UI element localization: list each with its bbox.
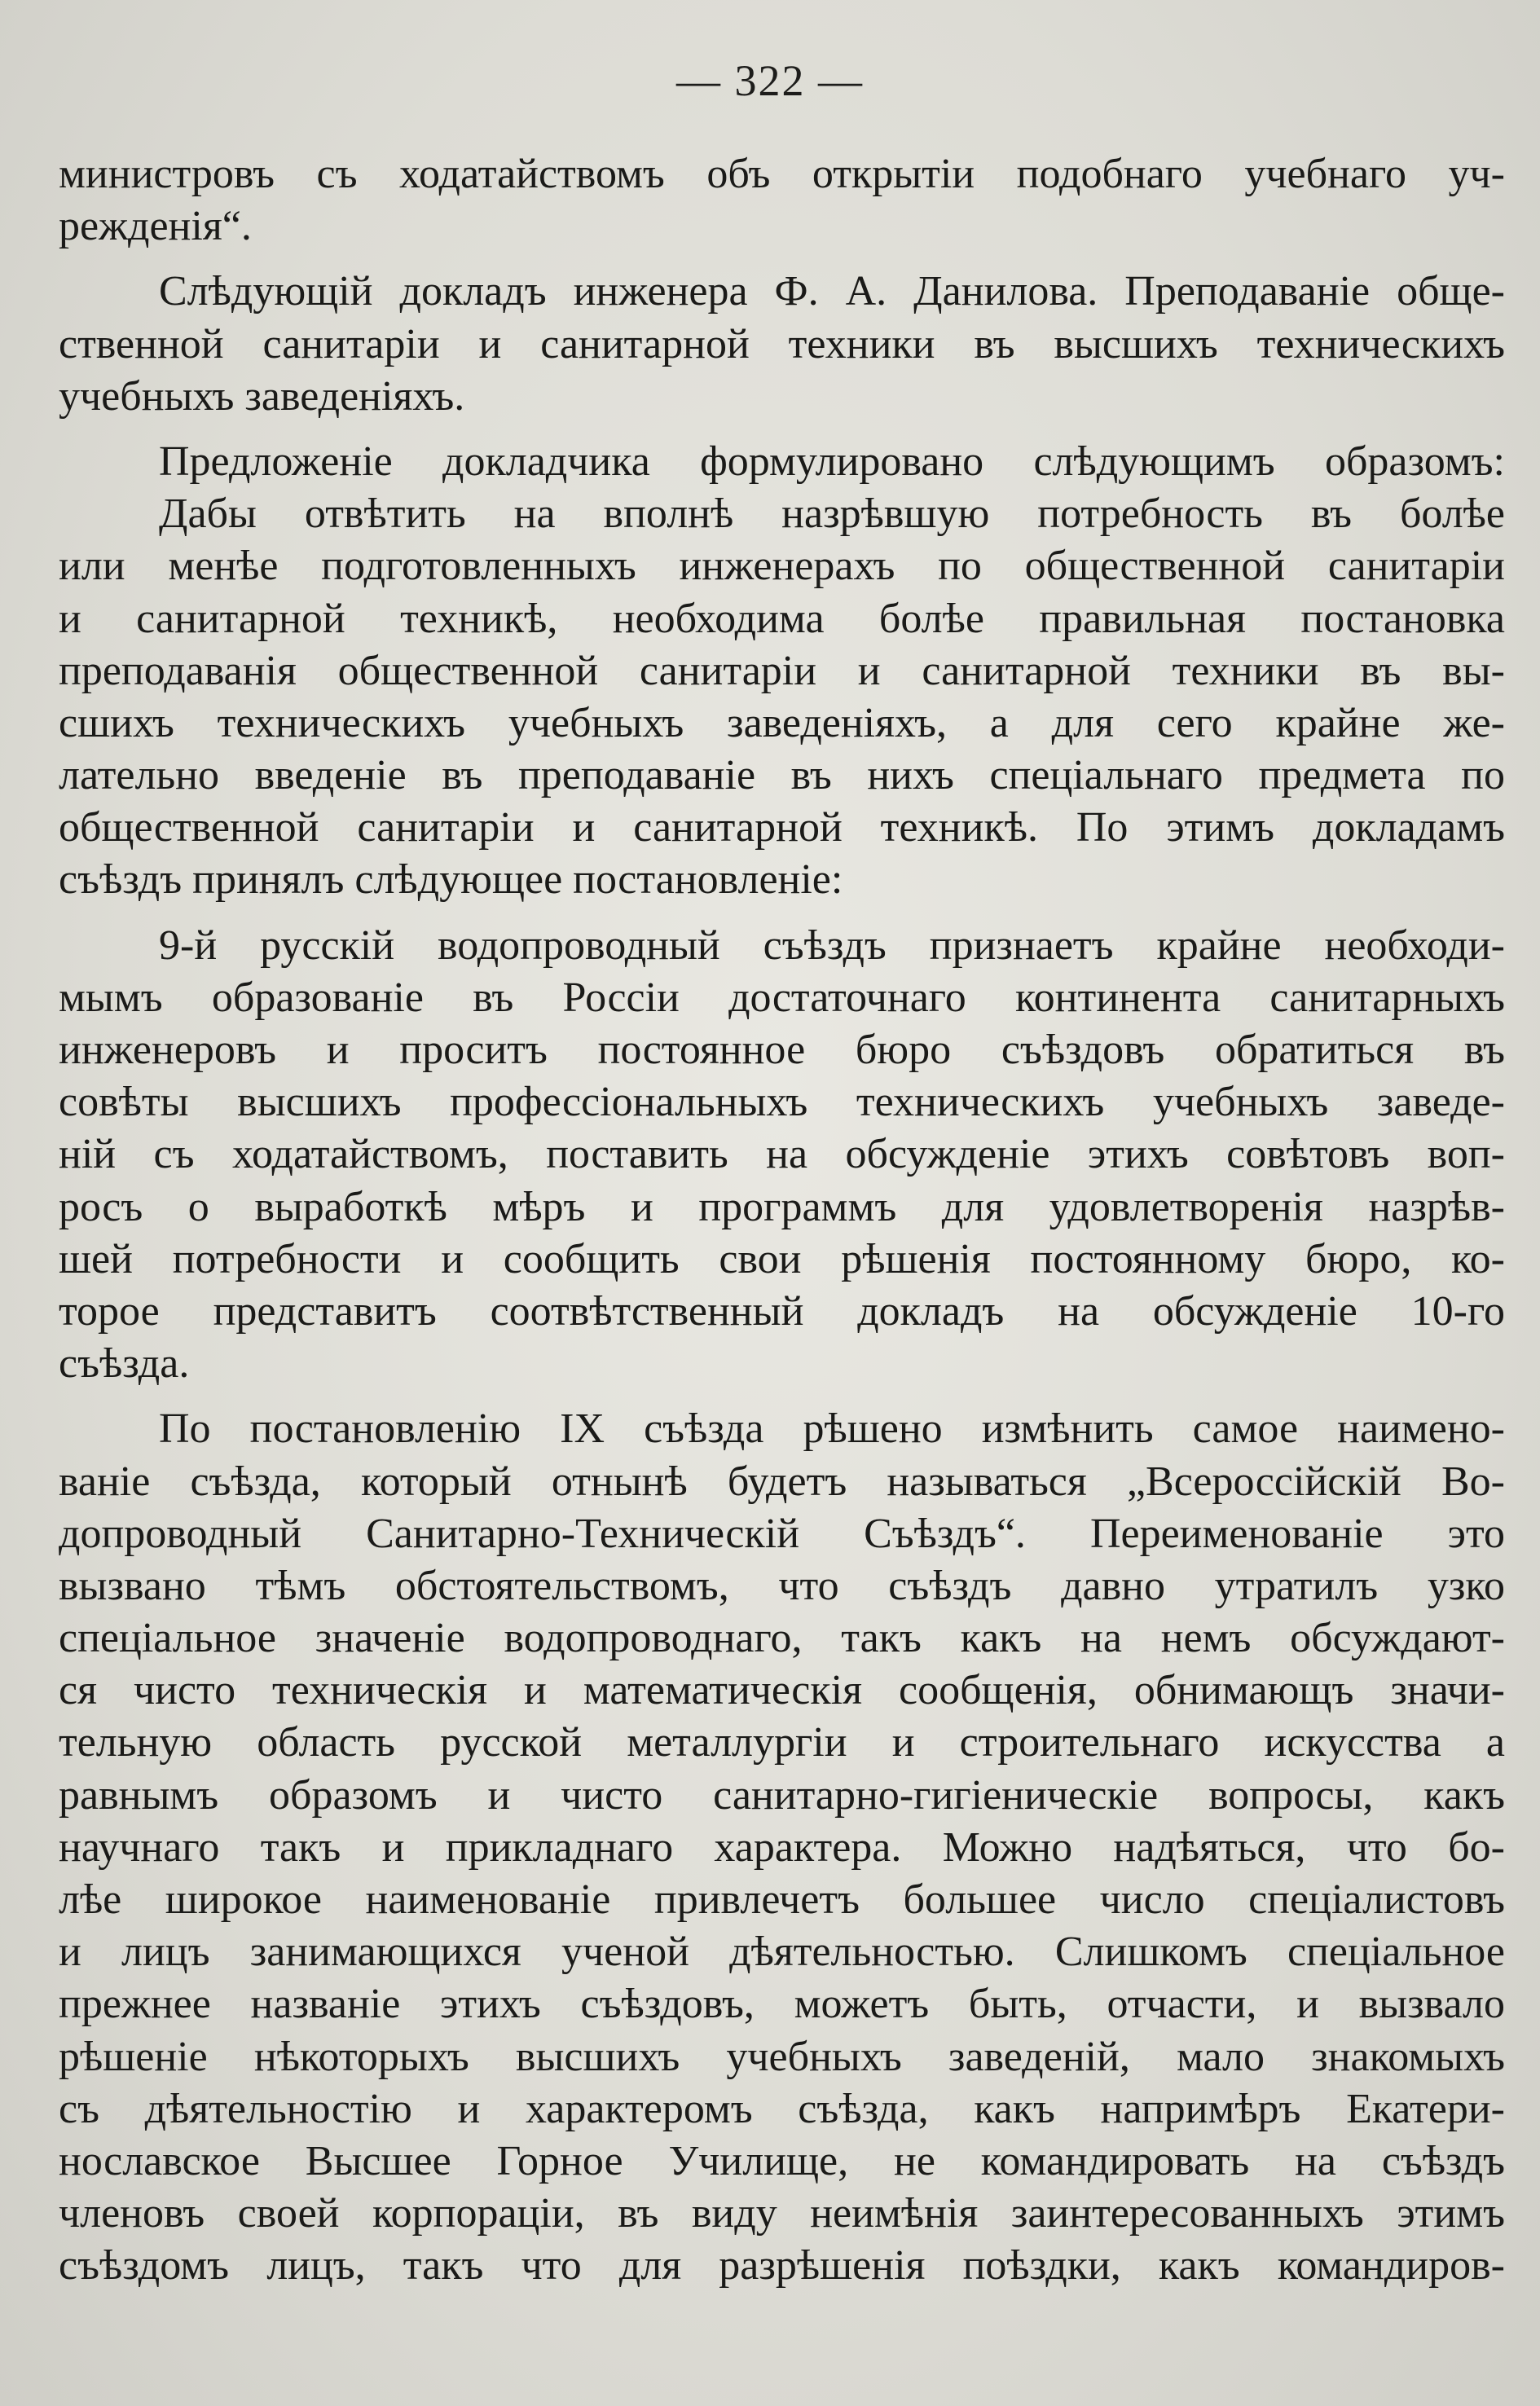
text-line: шей потребности и сообщить свои рѣшенія постоянному бюро, ко- xyxy=(59,1235,1505,1282)
paragraph-gap xyxy=(59,423,1505,436)
text-line: съѣзда. xyxy=(59,1340,190,1388)
text-line: спеціальное значеніе водопроводнаго, такъ какъ на немъ обсуждают- xyxy=(59,1615,1505,1662)
text-line: торое представитъ соотвѣтственный докладъ на обсужденіе 10-го xyxy=(59,1287,1505,1335)
paragraph-gap xyxy=(59,253,1505,266)
text-line: росъ о выработкѣ мѣръ и программъ для удовлетворенія назрѣв- xyxy=(59,1183,1505,1230)
text-line: министровъ съ ходатайствомъ объ открытіи подобнаго учебнаго уч- xyxy=(59,151,1505,197)
text-line: Слѣдующій докладъ инженера Ф. А. Данилова. Преподаваніе обще- xyxy=(159,268,1505,315)
text-line: ній съ ходатайствомъ, поставить на обсужденіе этихъ совѣтовъ воп- xyxy=(59,1131,1505,1178)
text-line: вызвано тѣмъ обстоятельствомъ, что съѣздъ давно утратилъ узко xyxy=(59,1562,1505,1609)
text-line: Дабы отвѣтить на вполнѣ назрѣвшую потребность въ болѣе xyxy=(159,490,1505,538)
text-line: мымъ образованіе въ Россіи достаточнаго континента санитарныхъ xyxy=(59,974,1505,1021)
text-line: научнаго такъ и прикладнаго характера. Можно надѣяться, что бо- xyxy=(59,1823,1505,1871)
page-number: — 322 — xyxy=(676,56,864,105)
text-line: ся чисто техническія и математическія сообщенія, обнимающъ значи- xyxy=(59,1667,1505,1714)
text-line: рѣшеніе нѣкоторыхъ высшихъ учебныхъ заведеній, мало знакомыхъ xyxy=(59,2033,1505,2080)
text-line: съѣздомъ лицъ, такъ что для разрѣшенія поѣздки, какъ командиров- xyxy=(59,2242,1505,2289)
text-line: ственной санитаріи и санитарной техники въ высшихъ техническихъ xyxy=(59,320,1505,367)
text-line: ваніе съѣзда, который отнынѣ будетъ называться „Всероссійскій Во- xyxy=(59,1458,1505,1505)
text-line: сшихъ техническихъ учебныхъ заведеніяхъ, а для сего крайне же- xyxy=(59,699,1505,746)
text-line: равнымъ образомъ и чисто санитарно-гигіеническіе вопросы, какъ xyxy=(59,1771,1505,1819)
text-line: учебныхъ заведеніяхъ. xyxy=(59,372,465,420)
text-line: 9-й русскій водопроводный съѣздъ признаетъ крайне необходи- xyxy=(159,921,1505,969)
text-line: лательно введеніе въ преподаваніе въ нихъ спеціальнаго предмета по xyxy=(59,752,1505,799)
text-line: и санитарной техникѣ, необходима болѣе правильная постановка xyxy=(59,595,1505,642)
text-line: допроводный Санитарно-Техническій Съѣздъ“. Переименованіе это xyxy=(59,1510,1505,1557)
text-line: съ дѣятельностію и характеромъ съѣзда, какъ напримѣръ Екатери- xyxy=(59,2085,1505,2132)
text-line: режденія“. xyxy=(59,203,252,250)
body-text xyxy=(59,148,1505,2293)
text-line: членовъ своей корпораціи, въ виду неимѣнія заинтересованныхъ этимъ xyxy=(59,2190,1505,2237)
text-line: совѣты высшихъ профессіональныхъ техническихъ учебныхъ заведе- xyxy=(59,1079,1505,1126)
text-line: преподаванія общественной санитаріи и санитарной техники въ вы- xyxy=(59,647,1505,694)
text-line: прежнее названіе этихъ съѣздовъ, можетъ быть, отчасти, и вызвало xyxy=(59,1981,1505,2028)
text-line: съѣздъ принялъ слѣдующее постановленіе: xyxy=(59,856,843,904)
text-line: или менѣе подготовленныхъ инженерахъ по общественной санитаріи xyxy=(59,543,1505,590)
text-line: лѣе широкое наименованіе привлечетъ большее число спеціалистовъ xyxy=(59,1876,1505,1923)
text-line: Предложеніе докладчика формулировано слѣдующимъ образомъ: xyxy=(159,438,1505,485)
text-line: инженеровъ и проситъ постоянное бюро съѣздовъ обратиться въ xyxy=(59,1027,1505,1073)
text-line: По постановленію IX съѣзда рѣшено измѣнить самое наимено- xyxy=(159,1405,1505,1453)
text-line: тельную область русской металлургіи и строительнаго искусства а xyxy=(59,1719,1505,1766)
text-line: общественной санитаріи и санитарной техникѣ. По этимъ докладамъ xyxy=(59,804,1505,851)
text-line: и лицъ занимающихся ученой дѣятельностью. Слишкомъ спеціальное xyxy=(59,1929,1505,1976)
paragraph-gap xyxy=(59,1390,1505,1403)
text-line: нославское Высшее Горное Училище, не командировать на съѣздъ xyxy=(59,2137,1505,2184)
paragraph-gap xyxy=(59,907,1505,920)
